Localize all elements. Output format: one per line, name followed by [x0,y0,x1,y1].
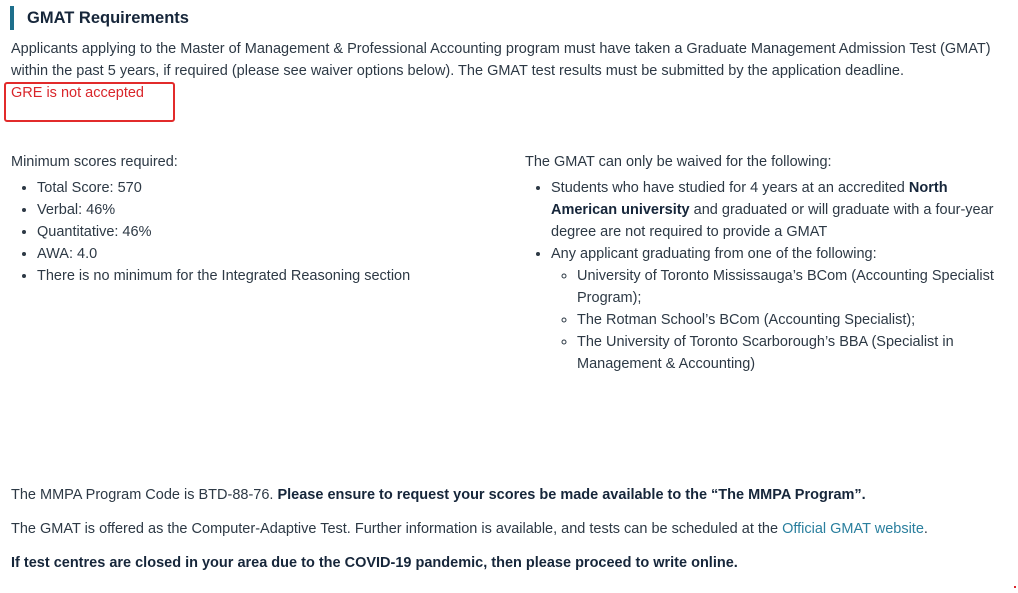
offered-text: The GMAT is offered as the Computer-Adaptive Test. Further information is available, and tests can be scheduled at the [11,521,783,537]
gre-note: GRE is not accepted [11,85,144,101]
page-title: GMAT Requirements [10,6,1011,30]
offered-paragraph [11,518,1011,540]
sub-list-item: ◦ The University of Toronto Scarborough’s BBA (Specialist in Management & Accounting) [577,331,1015,375]
sub-list-item: ◦ The Rotman School’s BCom (Accounting Specialist); [577,309,1015,331]
list-item: • Quantitative: 46% [37,221,511,243]
list-item: • Total Score: 570 [37,177,511,199]
waiver-item2-text: Any applicant graduating from one of the following: [551,246,877,262]
list-item [551,177,1015,243]
list-item: • Verbal: 46% [37,199,511,221]
bottom-section [11,484,1011,586]
waiver-heading: The GMAT can only be waived for the following: [525,154,832,170]
waiver-item1-rest: and graduated or will graduate with a four-year degree are not required to provide a GMAT [551,202,994,240]
offered-end: . [923,521,928,537]
program-code-paragraph [11,484,1011,506]
gmat-website-link[interactable]: Official GMAT website [782,521,924,537]
main-content [11,6,1011,571]
waiver-item1-text: Students who have studied for 4 years at an accredited [551,180,909,196]
list-item: • There is no minimum for the Integrated Reasoning section [37,265,511,287]
min-scores-list [11,177,511,287]
program-code-text: The MMPA Program Code is BTD-88-76. [11,487,278,503]
waiver-item1-bold: North American university [551,180,948,218]
sub-list-item: ◦ University of Toronto Mississauga’s BCom (Accounting Specialist Program); [577,265,1015,309]
decorative-dot [1014,586,1016,588]
waiver-section [525,151,1015,375]
waiver-sublist [551,265,1015,375]
covid-notice: If test centres are closed in your area due to the COVID-19 pandemic, then please proceed to write online. [11,555,738,571]
min-scores-heading: Minimum scores required: [11,154,178,170]
intro-paragraph: Applicants applying to the Master of Management & Professional Accounting program must have taken a Graduate Management Admission Test (GMAT) within the past 5 years, if required (please see waiver options below). The GMAT test results must be submitted by the application deadline. [11,41,991,79]
program-code-bold: Please ensure to request your scores be made available to the “The MMPA Program”. [277,487,866,503]
list-item [551,243,1015,375]
waiver-list [525,177,1015,375]
list-item: • AWA: 4.0 [37,243,511,265]
min-scores-section [11,151,511,287]
